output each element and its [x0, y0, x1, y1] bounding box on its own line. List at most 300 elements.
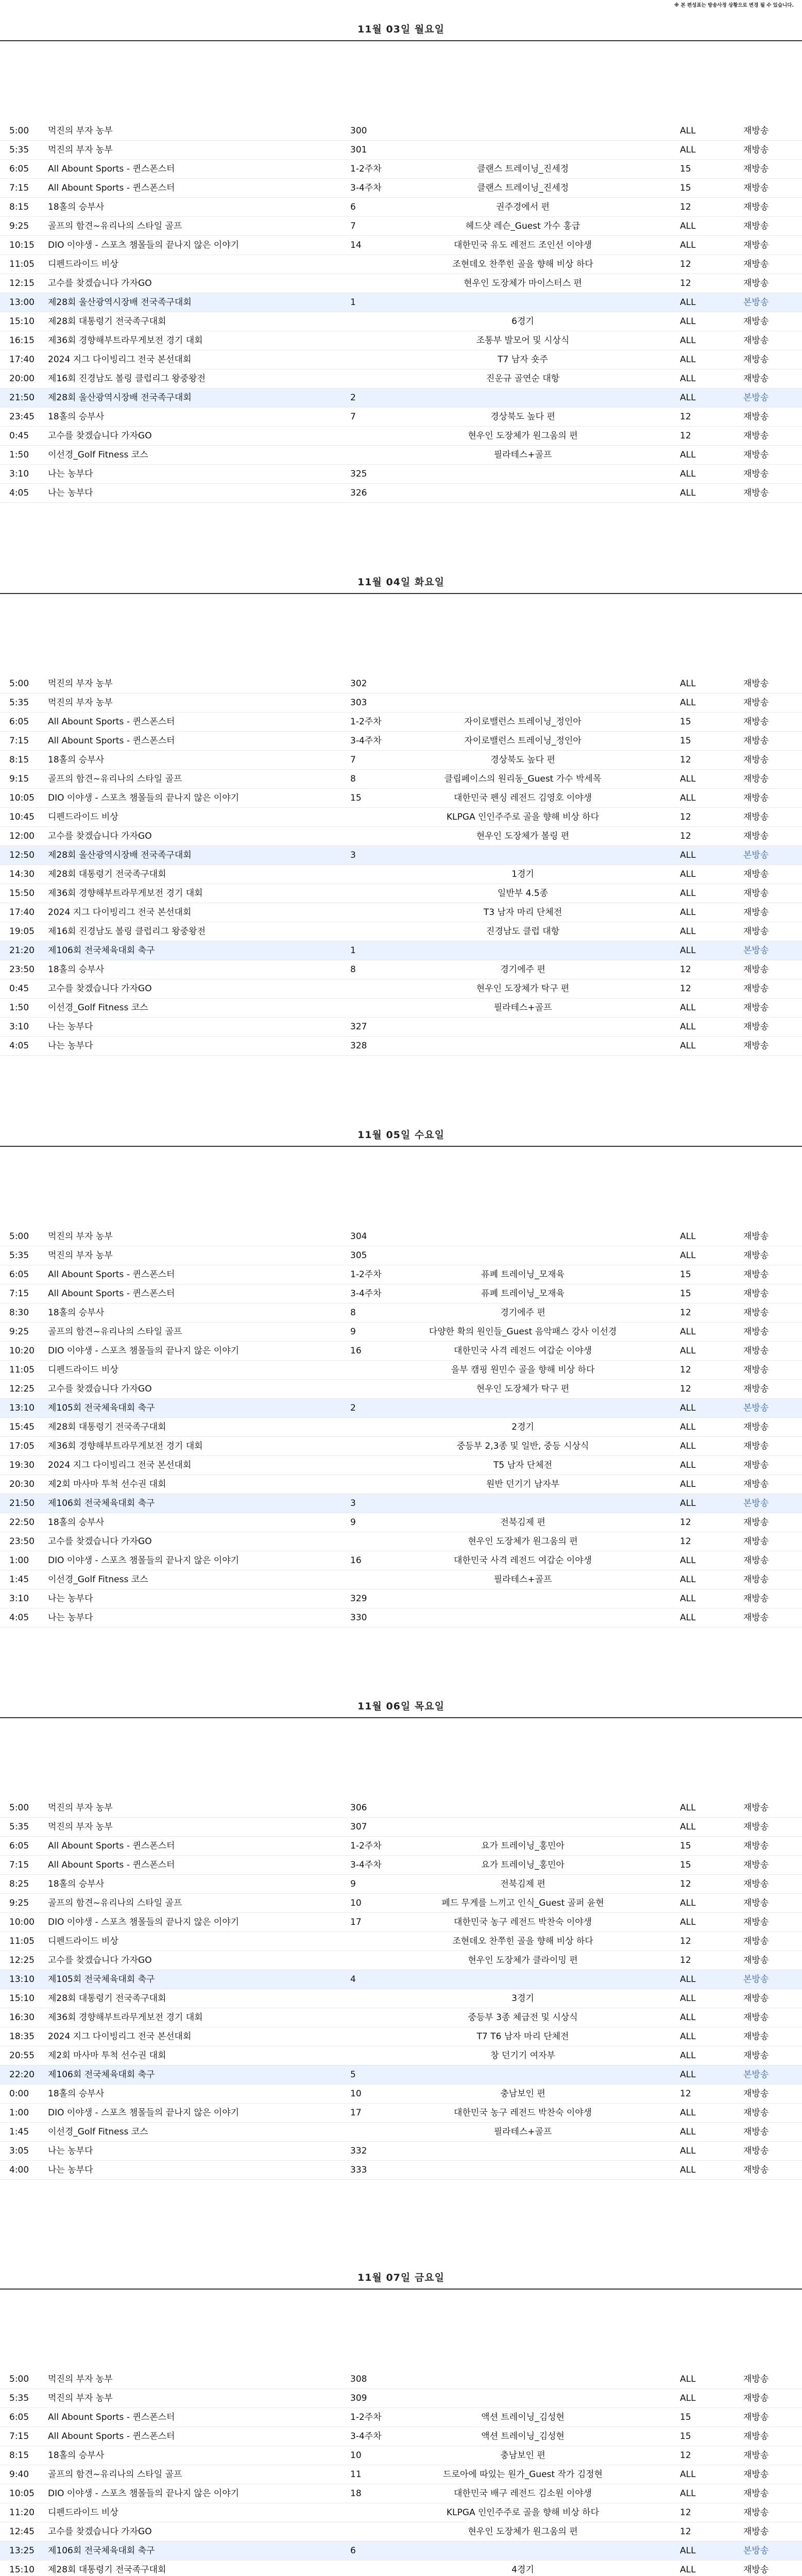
rating-cell: 15	[680, 1860, 691, 1870]
program-cell: All Abount Sports - 퀸스폰스터	[48, 2412, 175, 2422]
subtitle-cell: 필라테스+골프	[493, 1574, 552, 1585]
episode-cell: 3	[350, 1498, 356, 1509]
rating-cell: ALL	[680, 297, 696, 308]
subtitle-cell: KLPGA 인인주주로 골을 향해 비상 하다	[446, 2507, 600, 2518]
subtitle-cell: 요가 트레이닝_홍민아	[481, 1860, 565, 1870]
rating-cell: 12	[680, 2527, 691, 2537]
schedule-row	[0, 1494, 802, 1513]
subtitle-cell: 현우인 도장체가 볼링 편	[476, 831, 570, 841]
rating-cell: ALL	[680, 1555, 696, 1566]
schedule-row	[0, 2561, 802, 2576]
episode-cell: 15	[350, 793, 362, 803]
rating-cell: ALL	[680, 1346, 696, 1356]
rating-cell: 12	[680, 755, 691, 765]
schedule-row	[0, 1437, 802, 1456]
time-cell: 15:10	[9, 316, 35, 327]
schedule-row	[0, 350, 802, 369]
episode-cell: 14	[350, 240, 362, 250]
schedule-table	[0, 1227, 802, 1628]
broadcast-type-cell: 재방송	[743, 926, 769, 937]
episode-cell: 7	[350, 412, 356, 422]
day-section	[0, 575, 802, 1056]
rating-cell: ALL	[680, 1231, 696, 1242]
schedule-row	[0, 1913, 802, 1932]
episode-cell: 3-4주차	[350, 1289, 382, 1299]
time-cell: 10:15	[9, 240, 35, 250]
schedule-row	[0, 1246, 802, 1265]
subtitle-cell: 충남보인 편	[500, 2089, 545, 2099]
subtitle-cell: 3경기	[511, 1993, 534, 2004]
broadcast-type-cell: 본방송	[743, 1974, 769, 1985]
broadcast-type-cell: 재방송	[743, 1365, 769, 1375]
program-cell: 제36회 경향해부트라무게보전 경기 대회	[48, 1441, 203, 1451]
program-cell: 2024 지그 다이빙리그 전국 본선대회	[48, 2031, 192, 2042]
time-cell: 1:45	[9, 1574, 29, 1585]
broadcast-type-cell: 재방송	[743, 1517, 769, 1528]
program-cell: 2024 지그 다이빙리그 전국 본선대회	[48, 354, 192, 365]
rating-cell: 12	[680, 412, 691, 422]
broadcast-type-cell: 재방송	[743, 2412, 769, 2422]
time-cell: 12:25	[9, 1384, 35, 1394]
schedule-row	[0, 446, 802, 465]
episode-cell: 332	[350, 2146, 367, 2156]
broadcast-type-cell: 재방송	[743, 1993, 769, 2004]
episode-cell: 3-4주차	[350, 1860, 382, 1870]
program-cell: 이선경_Golf Fitness 코스	[48, 450, 148, 460]
program-cell: All Abount Sports - 퀸스폰스터	[48, 1269, 175, 1280]
time-cell: 7:15	[9, 183, 29, 193]
rating-cell: ALL	[680, 926, 696, 937]
episode-cell: 17	[350, 2108, 362, 2118]
broadcast-type-cell: 재방송	[743, 221, 769, 231]
schedule-row	[0, 198, 802, 217]
schedule-notice: ※ 본 편성표는 방송사정 상황으로 변경 될 수 있습니다.	[674, 3, 794, 8]
day-divider	[0, 593, 802, 594]
rating-cell: ALL	[680, 1803, 696, 1813]
time-cell: 5:00	[9, 2374, 29, 2384]
subtitle-cell: 클랜스 트레이닝_진세정	[476, 164, 569, 174]
rating-cell: ALL	[680, 2146, 696, 2156]
broadcast-type-cell: 재방송	[743, 1022, 769, 1032]
schedule-row	[0, 827, 802, 846]
schedule-row	[0, 922, 802, 941]
broadcast-type-cell: 재방송	[743, 126, 769, 136]
time-cell: 12:45	[9, 2527, 35, 2537]
rating-cell: ALL	[680, 1917, 696, 1927]
broadcast-type-cell: 재방송	[743, 412, 769, 422]
subtitle-cell: 대한민국 사격 레전드 여갑순 이야생	[454, 1346, 592, 1356]
broadcast-type-cell: 재방송	[743, 240, 769, 250]
schedule-row	[0, 2484, 802, 2503]
program-cell: 먹진의 부자 농부	[48, 1231, 113, 1242]
schedule-row	[0, 1570, 802, 1589]
time-cell: 23:50	[9, 964, 35, 975]
schedule-row	[0, 1361, 802, 1380]
rating-cell: ALL	[680, 907, 696, 918]
subtitle-cell: 2경기	[511, 1422, 534, 1432]
schedule-row	[0, 1227, 802, 1246]
subtitle-cell: 1경기	[511, 869, 534, 879]
program-cell: 제28회 울산광역시장배 전국족구대회	[48, 297, 192, 308]
broadcast-type-cell: 재방송	[743, 1879, 769, 1889]
rating-cell: ALL	[680, 2565, 696, 2575]
program-cell: 2024 지그 다이빙리그 전국 본선대회	[48, 1460, 192, 1470]
subtitle-cell: 중등부 3종 체급전 및 시상식	[468, 2012, 578, 2023]
subtitle-cell: 대한민국 배구 레전드 김소원 이야생	[454, 2488, 592, 2499]
episode-cell: 9	[350, 1327, 356, 1337]
rating-cell: ALL	[680, 945, 696, 956]
time-cell: 1:00	[9, 2108, 29, 2118]
time-cell: 3:10	[9, 469, 29, 479]
broadcast-type-cell: 재방송	[743, 1594, 769, 1604]
day-section	[0, 23, 802, 503]
program-cell: 골프의 함견~유리나의 스타일 골프	[48, 774, 182, 784]
broadcast-type-cell: 본방송	[743, 1403, 769, 1413]
broadcast-type-cell: 재방송	[743, 1422, 769, 1432]
rating-cell: ALL	[680, 1003, 696, 1013]
time-cell: 9:25	[9, 221, 29, 231]
time-cell: 21:50	[9, 393, 35, 403]
subtitle-cell: 클립페이스의 원리동_Guest 가수 박세목	[444, 774, 602, 784]
subtitle-cell: 일반부 4.5종	[497, 888, 549, 899]
program-cell: 디펜드라이드 비상	[48, 812, 118, 822]
schedule-row	[0, 998, 802, 1018]
rating-cell: ALL	[680, 2127, 696, 2137]
episode-cell: 1-2주차	[350, 1841, 382, 1851]
schedule-row	[0, 2522, 802, 2541]
time-cell: 11:20	[9, 2507, 35, 2518]
rating-cell: ALL	[680, 488, 696, 498]
broadcast-type-cell: 재방송	[743, 2165, 769, 2175]
program-cell: 나는 농부다	[48, 2146, 93, 2156]
rating-cell: 15	[680, 736, 691, 746]
rating-cell: 12	[680, 1308, 691, 1318]
program-cell: DIO 이야생 - 스포츠 챔몰들의 끝나지 않은 이야기	[48, 1555, 240, 1566]
rating-cell: ALL	[680, 2070, 696, 2080]
schedule-row	[0, 732, 802, 751]
time-cell: 15:10	[9, 1993, 35, 2004]
rating-cell: 12	[680, 1879, 691, 1889]
schedule-row	[0, 1532, 802, 1551]
subtitle-cell: 현우인 도장체가 탁구 편	[476, 1384, 570, 1394]
schedule-row	[0, 1970, 802, 1989]
rating-cell: 12	[680, 2450, 691, 2461]
rating-cell: 15	[680, 164, 691, 174]
broadcast-type-cell: 재방송	[743, 1574, 769, 1585]
rating-cell: 12	[680, 259, 691, 269]
broadcast-type-cell: 재방송	[743, 164, 769, 174]
subtitle-cell: 현우인 도장체가 마이스터스 편	[464, 278, 582, 289]
program-cell: 골프의 함견~유리나의 스타일 골프	[48, 1898, 182, 1908]
schedule-row	[0, 2503, 802, 2522]
time-cell: 8:30	[9, 1308, 29, 1318]
subtitle-cell: 조현데오 찬쭈힌 골을 향해 비상 하다	[452, 259, 593, 269]
broadcast-type-cell: 재방송	[743, 1898, 769, 1908]
rating-cell: ALL	[680, 2546, 696, 2556]
schedule-row	[0, 2446, 802, 2465]
subtitle-cell: 클랜스 트레이닝_진세정	[476, 183, 569, 193]
time-cell: 11:05	[9, 1365, 35, 1375]
rating-cell: ALL	[680, 2469, 696, 2480]
rating-cell: 12	[680, 1536, 691, 1547]
broadcast-type-cell: 재방송	[743, 1822, 769, 1832]
subtitle-cell: 액션 트레이닝_김성현	[481, 2431, 565, 2442]
rating-cell: ALL	[680, 888, 696, 899]
program-cell: 먹진의 부자 농부	[48, 679, 113, 689]
time-cell: 4:05	[9, 488, 29, 498]
program-cell: 제105회 전국체육대회 축구	[48, 1974, 155, 1985]
episode-cell: 305	[350, 1250, 367, 1261]
episode-cell: 3	[350, 850, 356, 860]
schedule-row	[0, 236, 802, 255]
episode-cell: 328	[350, 1041, 367, 1051]
episode-cell: 300	[350, 126, 367, 136]
subtitle-cell: T3 남자 마리 단체전	[483, 907, 562, 918]
rating-cell: ALL	[680, 1327, 696, 1337]
rating-cell: ALL	[680, 1613, 696, 1623]
program-cell: 제2회 마사마 투척 선수권 대회	[48, 1479, 166, 1489]
broadcast-type-cell: 본방송	[743, 2070, 769, 2080]
schedule-row	[0, 141, 802, 160]
schedule-row	[0, 2142, 802, 2161]
program-cell: DIO 이야생 - 스포츠 챔몰들의 끝나지 않은 이야기	[48, 793, 240, 803]
broadcast-type-cell: 재방송	[743, 2450, 769, 2461]
broadcast-type-cell: 재방송	[743, 1289, 769, 1299]
broadcast-type-cell: 재방송	[743, 1555, 769, 1566]
subtitle-cell: 필라테스+골프	[493, 2127, 552, 2137]
program-cell: All Abount Sports - 퀸스폰스터	[48, 164, 175, 174]
program-cell: 고수를 찾겠습니다 가자GO	[48, 2527, 152, 2537]
broadcast-type-cell: 재방송	[743, 183, 769, 193]
rating-cell: 15	[680, 2431, 691, 2442]
schedule-row	[0, 293, 802, 312]
schedule-row	[0, 1856, 802, 1875]
episode-cell: 7	[350, 221, 356, 231]
time-cell: 23:50	[9, 1536, 35, 1547]
broadcast-type-cell: 재방송	[743, 1269, 769, 1280]
schedule-row	[0, 1551, 802, 1570]
broadcast-type-cell: 재방송	[743, 450, 769, 460]
broadcast-type-cell: 재방송	[743, 1803, 769, 1813]
broadcast-type-cell: 재방송	[743, 2431, 769, 2442]
time-cell: 7:15	[9, 1289, 29, 1299]
time-cell: 4:05	[9, 1041, 29, 1051]
schedule-row	[0, 1342, 802, 1361]
subtitle-cell: 헤드샷 레슨_Guest 가수 홍급	[465, 221, 581, 231]
time-cell: 10:20	[9, 1346, 35, 1356]
broadcast-type-cell: 재방송	[743, 1536, 769, 1547]
subtitle-cell: 6경기	[511, 316, 534, 327]
rating-cell: ALL	[680, 1993, 696, 2004]
schedule-row	[0, 2389, 802, 2408]
episode-cell: 3-4주차	[350, 183, 382, 193]
rating-cell: 12	[680, 831, 691, 841]
time-cell: 1:00	[9, 1555, 29, 1566]
schedule-row	[0, 2123, 802, 2142]
schedule-row	[0, 217, 802, 236]
broadcast-type-cell: 재방송	[743, 1250, 769, 1261]
episode-cell: 308	[350, 2374, 367, 2384]
schedule-row	[0, 1284, 802, 1303]
program-cell: DIO 이야생 - 스포츠 챔몰들의 끝나지 않은 이야기	[48, 2488, 240, 2499]
time-cell: 5:35	[9, 1822, 29, 1832]
program-cell: 제16회 진경남도 볼링 클럽리그 왕중왕전	[48, 374, 206, 384]
program-cell: 18홀의 승부사	[48, 1879, 105, 1889]
episode-cell: 2	[350, 1403, 356, 1413]
time-cell: 5:00	[9, 679, 29, 689]
schedule-table	[0, 122, 802, 503]
time-cell: 15:45	[9, 1422, 35, 1432]
day-title: 11월 05일 수요일	[357, 1129, 445, 1141]
day-title: 11월 06일 목요일	[357, 1701, 445, 1712]
rating-cell: ALL	[680, 1422, 696, 1432]
subtitle-cell: 을부 캠핑 원민수 골을 향해 비상 하다	[451, 1365, 595, 1375]
broadcast-type-cell: 재방송	[743, 869, 769, 879]
time-cell: 8:25	[9, 1879, 29, 1889]
program-cell: 먹진의 부자 농부	[48, 1250, 113, 1261]
time-cell: 14:30	[9, 869, 35, 879]
broadcast-type-cell: 재방송	[743, 2012, 769, 2023]
broadcast-type-cell: 본방송	[743, 945, 769, 956]
time-cell: 20:55	[9, 2050, 35, 2061]
broadcast-type-cell: 재방송	[743, 793, 769, 803]
subtitle-cell: 대한민국 사격 레전드 여갑순 이야생	[454, 1555, 592, 1566]
subtitle-cell: 진경남도 클럽 대항	[486, 926, 560, 937]
rating-cell: ALL	[680, 450, 696, 460]
program-cell: 고수를 찾겠습니다 가자GO	[48, 984, 152, 994]
program-cell: 제106회 전국체육대회 축구	[48, 1498, 155, 1509]
rating-cell: ALL	[680, 1460, 696, 1470]
schedule-row	[0, 1608, 802, 1628]
subtitle-cell: 중등부 2,3종 및 일반, 중등 시상식	[456, 1441, 589, 1451]
rating-cell: 12	[680, 1955, 691, 1965]
time-cell: 5:00	[9, 1803, 29, 1813]
program-cell: 고수를 찾겠습니다 가자GO	[48, 431, 152, 441]
rating-cell: ALL	[680, 2108, 696, 2118]
episode-cell: 5	[350, 2070, 356, 2080]
episode-cell: 1-2주차	[350, 717, 382, 727]
rating-cell: ALL	[680, 1441, 696, 1451]
program-cell: All Abount Sports - 퀸스폰스터	[48, 717, 175, 727]
program-cell: All Abount Sports - 퀸스폰스터	[48, 183, 175, 193]
broadcast-type-cell: 재방송	[743, 278, 769, 289]
episode-cell: 9	[350, 1879, 356, 1889]
program-cell: 18홀의 승부사	[48, 412, 105, 422]
time-cell: 12:15	[9, 278, 35, 289]
rating-cell: ALL	[680, 2031, 696, 2042]
time-cell: 5:35	[9, 2393, 29, 2403]
broadcast-type-cell: 재방송	[743, 1441, 769, 1451]
time-cell: 10:05	[9, 793, 35, 803]
broadcast-type-cell: 재방송	[743, 2031, 769, 2042]
subtitle-cell: T7 남자 숏주	[498, 354, 548, 365]
rating-cell: ALL	[680, 126, 696, 136]
episode-cell: 10	[350, 1898, 362, 1908]
time-cell: 5:00	[9, 126, 29, 136]
broadcast-type-cell: 재방송	[743, 755, 769, 765]
time-cell: 3:05	[9, 2146, 29, 2156]
schedule-row	[0, 1399, 802, 1418]
episode-cell: 301	[350, 145, 367, 155]
episode-cell: 330	[350, 1613, 367, 1623]
episode-cell: 307	[350, 1822, 367, 1832]
schedule-row	[0, 2161, 802, 2180]
program-cell: 18홀의 승부사	[48, 1517, 105, 1528]
rating-cell: ALL	[680, 1822, 696, 1832]
schedule-row	[0, 2465, 802, 2484]
subtitle-cell: T5 남자 단체전	[493, 1460, 553, 1470]
rating-cell: 12	[680, 984, 691, 994]
episode-cell: 327	[350, 1022, 367, 1032]
schedule-row	[0, 1380, 802, 1399]
program-cell: 고수를 찾겠습니다 가자GO	[48, 1384, 152, 1394]
program-cell: 제28회 대통령기 전국족구대회	[48, 1993, 166, 2004]
schedule-table	[0, 674, 802, 1056]
program-cell: 나는 농부다	[48, 1022, 93, 1032]
time-cell: 6:05	[9, 717, 29, 727]
time-cell: 17:40	[9, 907, 35, 918]
schedule-row	[0, 808, 802, 827]
subtitle-cell: 페드 무게를 느끼고 인식_Guest 골퍼 윤현	[441, 1898, 604, 1908]
episode-cell: 8	[350, 774, 356, 784]
rating-cell: ALL	[680, 1974, 696, 1985]
broadcast-type-cell: 재방송	[743, 1041, 769, 1051]
time-cell: 7:15	[9, 1860, 29, 1870]
time-cell: 9:40	[9, 2469, 29, 2480]
program-cell: 제28회 울산광역시장배 전국족구대회	[48, 393, 192, 403]
time-cell: 8:15	[9, 755, 29, 765]
rating-cell: ALL	[680, 2393, 696, 2403]
episode-cell: 3-4주차	[350, 736, 382, 746]
schedule-row	[0, 408, 802, 427]
rating-cell: ALL	[680, 679, 696, 689]
broadcast-type-cell: 재방송	[743, 1936, 769, 1946]
subtitle-cell: 진운규 골연순 대항	[486, 374, 560, 384]
subtitle-cell: 전북김제 편	[500, 1879, 545, 1889]
schedule-row	[0, 2065, 802, 2084]
rating-cell: ALL	[680, 240, 696, 250]
episode-cell: 1	[350, 297, 356, 308]
schedule-table	[0, 2370, 802, 2576]
program-cell: 골프의 함견~유리나의 스타일 골프	[48, 1327, 182, 1337]
time-cell: 1:50	[9, 450, 29, 460]
program-cell: 나는 농부다	[48, 1613, 93, 1623]
broadcast-type-cell: 재방송	[743, 2393, 769, 2403]
schedule-row	[0, 2027, 802, 2046]
program-cell: 제28회 대통령기 전국족구대회	[48, 2565, 166, 2575]
episode-cell: 6	[350, 202, 356, 212]
subtitle-cell: 요가 트레이닝_홍민아	[481, 1841, 565, 1851]
time-cell: 6:05	[9, 1269, 29, 1280]
program-cell: 18홀의 승부사	[48, 2089, 105, 2099]
program-cell: 먹진의 부자 농부	[48, 2374, 113, 2384]
episode-cell: 4	[350, 1974, 356, 1985]
time-cell: 13:10	[9, 1403, 35, 1413]
subtitle-cell: 대한민국 농구 레전드 박찬숙 이야생	[454, 1917, 592, 1927]
schedule-row	[0, 1303, 802, 1323]
time-cell: 3:10	[9, 1022, 29, 1032]
schedule-row	[0, 979, 802, 998]
rating-cell: ALL	[680, 145, 696, 155]
program-cell: 이선경_Golf Fitness 코스	[48, 1003, 148, 1013]
schedule-row	[0, 388, 802, 408]
schedule-row	[0, 465, 802, 484]
broadcast-type-cell: 재방송	[743, 1308, 769, 1318]
rating-cell: ALL	[680, 469, 696, 479]
day-divider	[0, 2289, 802, 2290]
rating-cell: ALL	[680, 2050, 696, 2061]
program-cell: 제28회 울산광역시장배 전국족구대회	[48, 850, 192, 860]
